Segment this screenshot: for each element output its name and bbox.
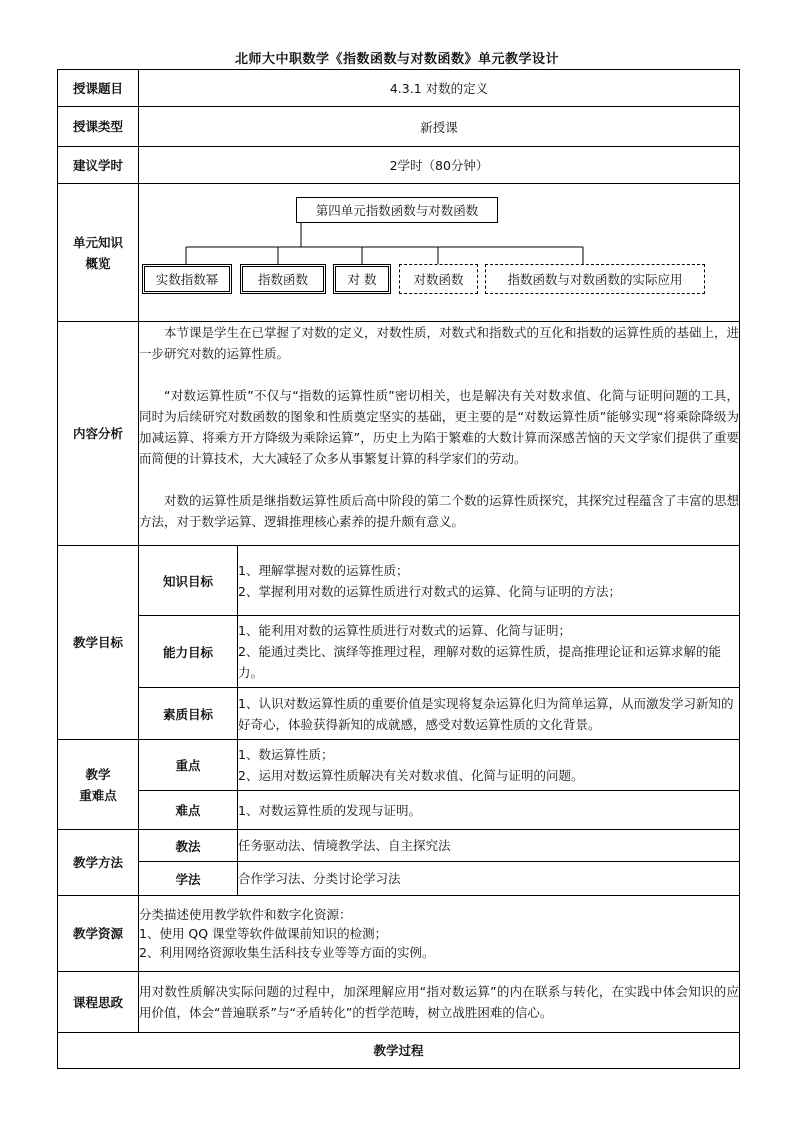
ideology-content: 用对数性质解决实际问题的过程中，加深理解应用“指对数运算”的内在联系与转化，在实践中体会知识的应用价值，体会“普遍联系”与“矛盾转化”的哲学范畴，树立战胜困难的信心。 bbox=[139, 972, 740, 1033]
label-teaching-method: 教法 bbox=[139, 830, 238, 862]
document-title: 北师大中职数学《指数函数与对数函数》单元教学设计 bbox=[234, 52, 559, 67]
label-quality-goal: 素质目标 bbox=[139, 688, 238, 740]
row-teaching-method bbox=[58, 830, 740, 862]
row-process bbox=[58, 1033, 740, 1069]
label-ability-goal: 能力目标 bbox=[139, 616, 238, 688]
diagram-node-logarithmic-function: 对数函数 bbox=[399, 264, 478, 294]
row-topic bbox=[58, 70, 740, 107]
overview-diagram-cell bbox=[139, 184, 740, 322]
diagram-node-logarithm: 对 数 bbox=[333, 264, 391, 294]
label-hours: 建议学时 bbox=[58, 147, 139, 184]
row-analysis bbox=[58, 322, 740, 546]
ability-goal-item: 2、能通过类比、演绎等推理过程，理解对数的运算性质，提高推理论证和运算求解的能力。 bbox=[238, 644, 721, 680]
label-analysis: 内容分析 bbox=[58, 322, 139, 546]
row-goal-knowledge bbox=[58, 546, 740, 616]
label-keypoints-line2: 重难点 bbox=[79, 787, 117, 803]
ability-goal-item: 1、能利用对数的运算性质进行对数式的运算、化简与证明； bbox=[238, 623, 571, 638]
label-key-point: 重点 bbox=[139, 740, 238, 791]
diagram-root-box: 第四单元指数函数与对数函数 bbox=[296, 197, 498, 223]
label-methods: 教学方法 bbox=[58, 830, 139, 896]
row-goal-ability bbox=[58, 616, 740, 688]
learning-method-value: 合作学习法、分类讨论学习法 bbox=[238, 862, 740, 896]
label-overview bbox=[58, 184, 139, 322]
resources-item: 分类描述使用教学软件和数字化资源： bbox=[139, 907, 352, 922]
label-difficult-point: 难点 bbox=[139, 791, 238, 830]
label-overview-line2: 概览 bbox=[85, 255, 111, 271]
resources-content bbox=[139, 896, 740, 972]
value-hours: 2学时（80分钟） bbox=[139, 147, 740, 184]
row-key-point bbox=[58, 740, 740, 791]
label-goals: 教学目标 bbox=[58, 546, 139, 740]
diagram-node-real-exponent: 实数指数幂 bbox=[142, 264, 232, 294]
analysis-paragraph-1: 本节课是学生在已掌握了对数的定义，对数性质，对数式和指数式的互化和指数的运算性质的基础上，进一步研究对数的运算性质。 bbox=[139, 325, 740, 361]
analysis-content bbox=[139, 322, 740, 546]
knowledge-goal-item: 2、掌握利用对数的运算性质进行对数式的运算、化简与证明的方法； bbox=[238, 584, 621, 599]
row-type bbox=[58, 107, 740, 147]
analysis-paragraph-3: 对数的运算性质是继指数运算性质后高中阶段的第二个数的运算性质探究，其探究过程蕴含了丰富的思想方法，对于数学运算、逻辑推理核心素养的提升颇有意义。 bbox=[139, 493, 740, 529]
difficult-point-content bbox=[238, 791, 740, 830]
row-resources bbox=[58, 896, 740, 972]
resources-item: 1、使用 QQ 课堂等软件做课前知识的检测； bbox=[139, 926, 388, 941]
diagram-node-exponential-function: 指数函数 bbox=[240, 264, 326, 294]
value-topic: 4.3.1 对数的定义 bbox=[139, 70, 740, 107]
knowledge-goal-content bbox=[238, 546, 740, 616]
resources-item: 2、利用网络资源收集生活科技专业等等方面的实例。 bbox=[139, 945, 435, 960]
label-process: 教学过程 bbox=[58, 1033, 740, 1069]
row-overview bbox=[58, 184, 740, 322]
key-point-item: 1、数运算性质； bbox=[238, 747, 334, 762]
diagram-node-applications: 指数函数与对数函数的实际应用 bbox=[485, 264, 705, 294]
label-overview-line1: 单元知识 bbox=[72, 234, 123, 250]
knowledge-structure-diagram bbox=[139, 190, 739, 316]
row-difficult-point bbox=[58, 791, 740, 830]
label-learning-method: 学法 bbox=[139, 862, 238, 896]
key-point-content bbox=[238, 740, 740, 791]
label-keypoints bbox=[58, 740, 139, 830]
ability-goal-content bbox=[238, 616, 740, 688]
row-goal-quality bbox=[58, 688, 740, 740]
value-type: 新授课 bbox=[139, 107, 740, 147]
label-type: 授课类型 bbox=[58, 107, 139, 147]
key-point-item: 2、运用对数运算性质解决有关对数求值、化简与证明的问题。 bbox=[238, 768, 584, 783]
knowledge-goal-item: 1、理解掌握对数的运算性质； bbox=[238, 563, 409, 578]
row-hours bbox=[58, 147, 740, 184]
quality-goal-content bbox=[238, 688, 740, 740]
teaching-method-value: 任务驱动法、情境教学法、自主探究法 bbox=[238, 830, 740, 862]
difficult-point-item: 1、对数运算性质的发现与证明。 bbox=[238, 802, 421, 818]
row-ideology bbox=[58, 972, 740, 1033]
lesson-plan-table bbox=[57, 69, 740, 1069]
analysis-paragraph-2: “对数运算性质”不仅与“指数的运算性质”密切相关，也是解决有关对数求值、化简与证明问题的工具，同时为后续研究对数函数的图象和性质奠定坚实的基础，更主要的是“对数运算性质”能够实现“将乘除降级为加减运算、将乘方开方降级为乘除运算”，历史上为陷于繁难的大数计算而深感苦恼的天文学家们提供了重要而简便的计算技术，大大减轻了众多从事繁复计算的科学家们的劳动。 bbox=[139, 388, 739, 466]
row-learning-method bbox=[58, 862, 740, 896]
label-topic: 授课题目 bbox=[58, 70, 139, 107]
label-knowledge-goal: 知识目标 bbox=[139, 546, 238, 616]
label-resources: 教学资源 bbox=[58, 896, 139, 972]
quality-goal-item: 1、认识对数运算性质的重要价值是实现将复杂运算化归为简单运算，从而激发学习新知的好奇心，体验获得新知的成就感，感受对数运算性质的文化背景。 bbox=[238, 695, 734, 732]
label-keypoints-line1: 教学 bbox=[85, 766, 111, 782]
label-ideology: 课程思政 bbox=[58, 972, 139, 1033]
